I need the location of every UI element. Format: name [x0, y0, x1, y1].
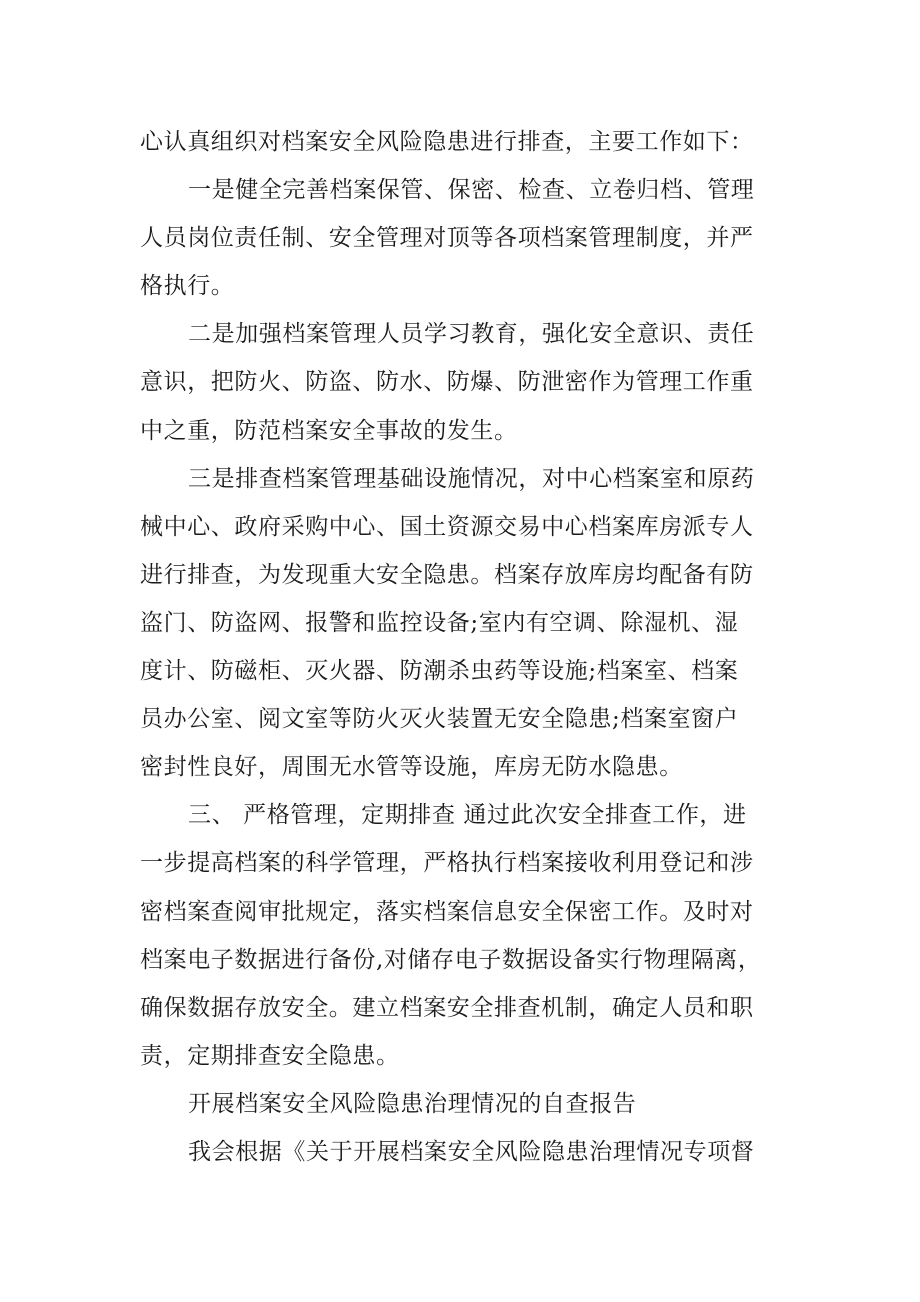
text-line: 二是加强档案管理人员学习教育，强化安全意识、责任	[188, 321, 755, 348]
text-line: 一步提高档案的科学管理，严格执行档案接收利用登记和涉	[140, 850, 754, 877]
text-line: 盗门、防盗网、报警和监控设备;室内有空调、除湿机、湿	[140, 609, 739, 636]
text-line: 进行排查，为发现重大安全隐患。档案存放库房均配备有防	[140, 561, 754, 588]
text-line: 三、 严格管理，定期排查 通过此次安全排查工作，进	[188, 802, 747, 829]
text-line: 我会根据《关于开展档案安全风险隐患治理情况专项督	[188, 1138, 755, 1165]
text-line: 械中心、政府采购中心、国土资源交易中心档案库房派专人	[140, 513, 754, 540]
document-body	[140, 118, 800, 1176]
text-line: 责，定期排查安全隐患。	[140, 1042, 400, 1069]
text-line: 格执行。	[140, 273, 235, 300]
text-line: 确保数据存放安全。建立档案安全排查机制，确定人员和职	[140, 994, 754, 1021]
text-line: 意识，把防火、防盗、防水、防爆、防泄密作为管理工作重	[140, 369, 754, 396]
text-line: 度计、防磁柜、灭火器、防潮杀虫药等设施;档案室、档案	[140, 658, 739, 685]
text-line: 密封性良好，周围无水管等设施，库房无防水隐患。	[140, 754, 683, 781]
text-line: 密档案查阅审批规定，落实档案信息安全保密工作。及时对	[140, 898, 754, 925]
text-line: 档案电子数据进行备份,对储存电子数据设备实行物理隔离，	[140, 946, 762, 973]
text-line: 三是排查档案管理基础设施情况，对中心档案室和原药	[188, 465, 755, 492]
text-line: 一是健全完善档案保管、保密、检查、立卷归档、管理	[188, 177, 755, 204]
text-line: 员办公室、阅文室等防火灭火装置无安全隐患;档案室窗户	[140, 706, 739, 733]
text-line: 人员岗位责任制、安全管理对顶等各项档案管理制度，并严	[140, 225, 754, 252]
text-line: 中之重，防范档案安全事故的发生。	[140, 417, 518, 444]
text-line: 开展档案安全风险隐患治理情况的自查报告	[188, 1090, 637, 1117]
text-line: 心认真组织对档案安全风险隐患进行排查，主要工作如下：	[140, 129, 754, 155]
